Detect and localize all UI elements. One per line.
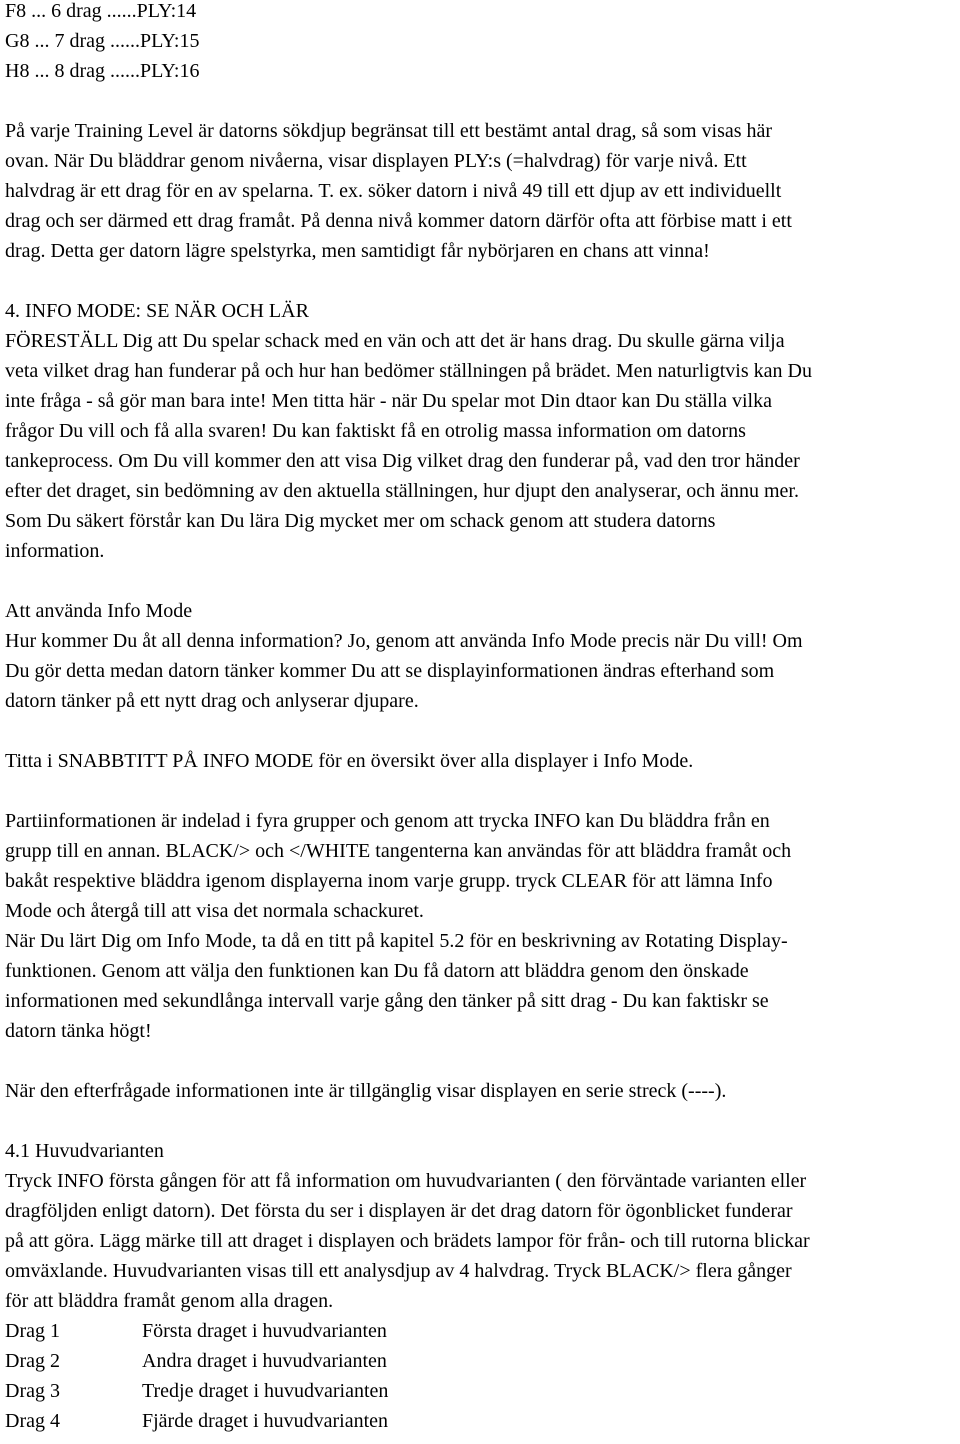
paragraph-line: efter det draget, sin bedömning av den aktuella ställningen, hur djupt den analyserar, och ännu mer. <box>5 480 799 502</box>
section-4 <box>5 296 957 566</box>
paragraph-line: information. <box>5 540 105 562</box>
paragraph-line: drag. Detta ger datorn lägre spelstyrka, men samtidigt får nybörjaren en chans att vinna! <box>5 240 710 262</box>
paragraph-line: drag och ser därmed ett drag framåt. På denna nivå kommer datorn därför ofta att förbise matt i ett <box>5 210 792 232</box>
drag-description: Andra draget i huvudvarianten <box>142 1350 387 1372</box>
paragraph-line: Du gör detta medan datorn tänker kommer Du att se displayinformationen ändras efterhand som <box>5 660 775 682</box>
drag-table-row <box>5 1346 957 1376</box>
partiinformation-paragraph <box>5 806 957 1046</box>
paragraph-line: funktionen. Genom att välja den funktionen kan Du få datorn att bläddra genom den önskade <box>5 960 749 982</box>
paragraph-line: datorn tänker på ett nytt drag och anlyserar djupare. <box>5 690 419 712</box>
paragraph-line: På varje Training Level är datorns sökdjup begränsat till ett bestämt antal drag, så som visas här <box>5 120 773 142</box>
drag-description: Tredje draget i huvudvarianten <box>142 1380 389 1402</box>
snabbtitt-paragraph: Titta i SNABBTITT PÅ INFO MODE för en översikt över alla displayer i Info Mode. <box>5 750 694 772</box>
info-mode-section <box>5 596 957 716</box>
paragraph-line: datorn tänka högt! <box>5 1020 152 1042</box>
paragraph-line: tankeprocess. Om Du vill kommer den att visa Dig vilket drag den funderar på, vad den tror händer <box>5 450 800 472</box>
section-4-1 <box>5 1136 957 1316</box>
drag-name: Drag 2 <box>5 1350 60 1372</box>
streck-paragraph: När den efterfrågade informationen inte är tillgänglig visar displayen en serie streck (----). <box>5 1080 727 1102</box>
drag-name: Drag 1 <box>5 1320 60 1342</box>
paragraph-line: på att göra. Lägg märke till att draget i displayen och brädets lampor för från- och till rutorna blickar <box>5 1230 810 1252</box>
paragraph-line: informationen med sekundlånga intervall varje gång den tänker på sitt drag - Du kan faktiskr se <box>5 990 769 1012</box>
ply-line: F8 ... 6 drag ......PLY:14 <box>5 0 197 22</box>
paragraph-line: Tryck INFO första gången för att få information om huvudvarianten ( den förväntade varianten eller <box>5 1170 807 1192</box>
drag-name: Drag 3 <box>5 1380 60 1402</box>
paragraph-line: ovan. När Du bläddrar genom nivåerna, visar displayen PLY:s (=halvdrag) för varje nivå. Ett <box>5 150 747 172</box>
paragraph-line: Mode och återgå till att visa det normala schackuret. <box>5 900 424 922</box>
drag-table-row <box>5 1406 957 1436</box>
drag-description: Första draget i huvudvarianten <box>142 1320 387 1342</box>
paragraph-line: omväxlande. Huvudvarianten visas till ett analysdjup av 4 halvdrag. Tryck BLACK/> flera gånger <box>5 1260 792 1282</box>
paragraph-line: halvdrag är ett drag för en av spelarna. T. ex. söker datorn i nivå 49 till ett djup av ett individuellt <box>5 180 782 202</box>
section-heading: 4.1 Huvudvarianten <box>5 1140 164 1162</box>
section-heading: 4. INFO MODE: SE NÄR OCH LÄR <box>5 300 309 322</box>
paragraph-line: frågor Du vill och få alla svaren! Du kan faktiskt få en otrolig massa information om datorns <box>5 420 746 442</box>
ply-line: H8 ... 8 drag ......PLY:16 <box>5 60 200 82</box>
paragraph-line: dragföljden enligt datorn). Det första du ser i displayen är det drag datorn för ögonblicket funderar <box>5 1200 793 1222</box>
document-page <box>5 0 957 1436</box>
drag-description: Fjärde draget i huvudvarianten <box>142 1410 389 1432</box>
paragraph-line: grupp till en annan. BLACK/> och </WHITE tangenterna kan användas för att bläddra framåt och <box>5 840 792 862</box>
paragraph-line: När Du lärt Dig om Info Mode, ta då en titt på kapitel 5.2 för en beskrivning av Rotating Display- <box>5 930 788 952</box>
section-heading: Att använda Info Mode <box>5 600 193 622</box>
paragraph-line: Som Du säkert förstår kan Du lära Dig mycket mer om schack genom att studera datorns <box>5 510 716 532</box>
paragraph-line: bakåt respektive bläddra igenom displayerna inom varje grupp. tryck CLEAR för att lämna Info <box>5 870 773 892</box>
paragraph-line: Hur kommer Du åt all denna information? Jo, genom att använda Info Mode precis när Du vill! Om <box>5 630 803 652</box>
drag-table-row <box>5 1376 957 1406</box>
training-level-paragraph <box>5 116 957 266</box>
drag-table <box>5 1316 957 1436</box>
paragraph-line: inte fråga - så gör man bara inte! Men titta här - när Du spelar mot Din dtaor kan Du ställa vilka <box>5 390 772 412</box>
paragraph-line: veta vilket drag han funderar på och hur han bedömer ställningen på brädet. Men naturligtvis kan Du <box>5 360 812 382</box>
drag-table-row <box>5 1316 957 1346</box>
paragraph-line: för att bläddra framåt genom alla dragen. <box>5 1290 334 1312</box>
ply-list <box>5 0 957 86</box>
drag-name: Drag 4 <box>5 1410 60 1432</box>
ply-line: G8 ... 7 drag ......PLY:15 <box>5 30 200 52</box>
paragraph-line: FÖRESTÄLL Dig att Du spelar schack med en vän och att det är hans drag. Du skulle gärna vilja <box>5 330 785 352</box>
paragraph-line: Partiinformationen är indelad i fyra grupper och genom att trycka INFO kan Du bläddra från en <box>5 810 770 832</box>
